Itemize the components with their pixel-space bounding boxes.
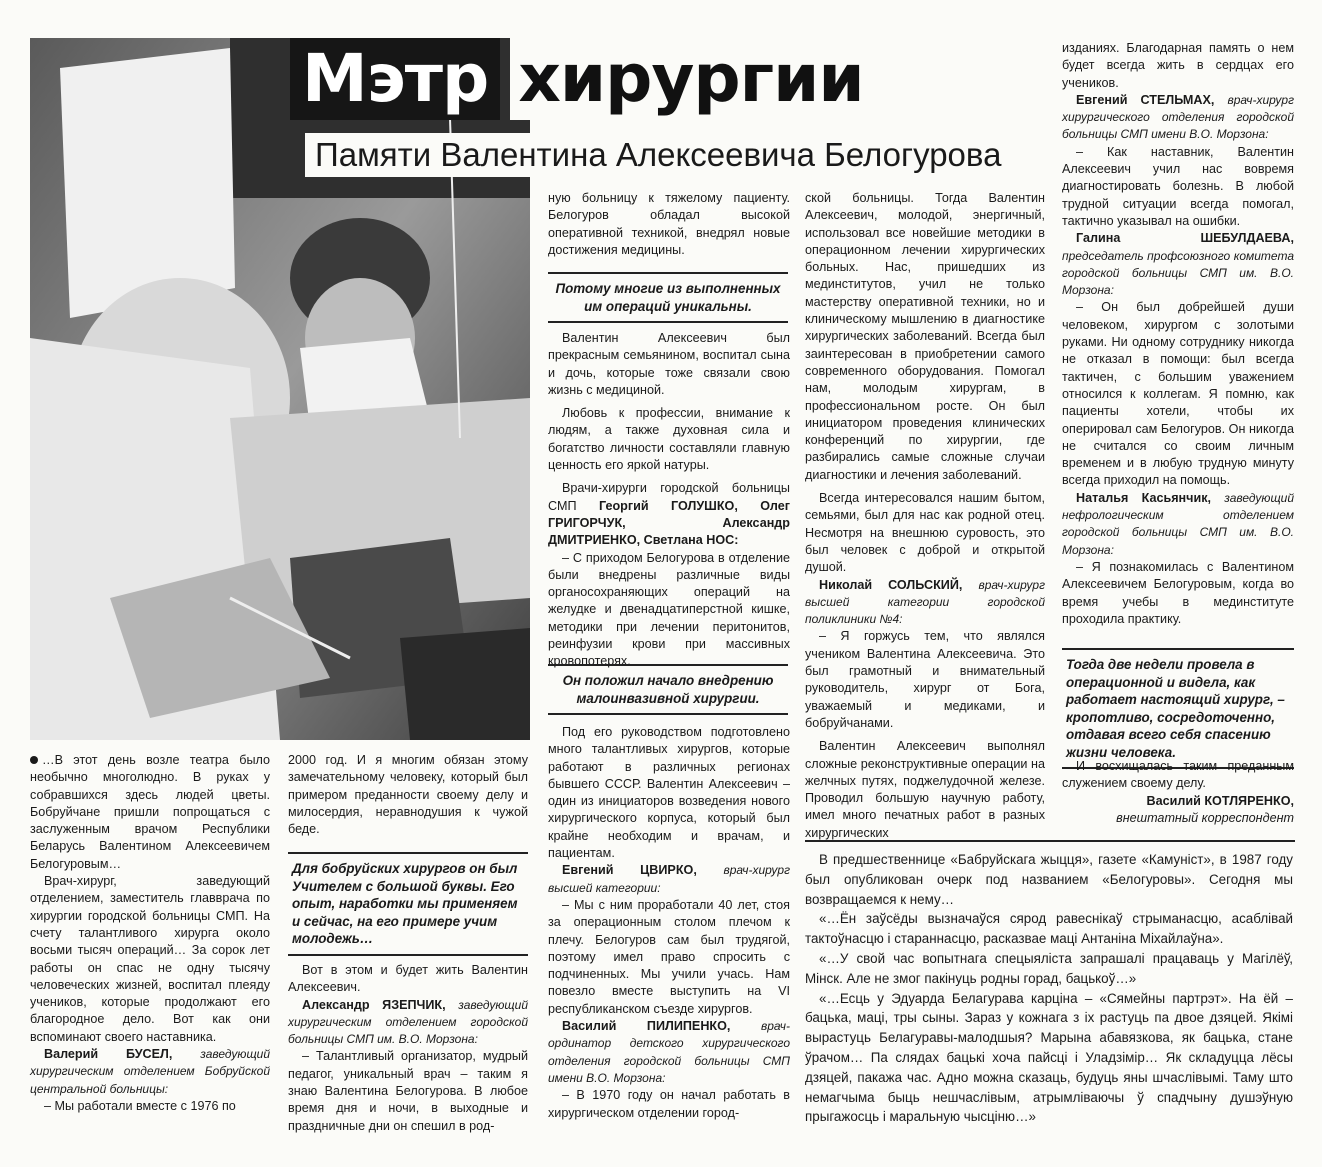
paragraph: Врач-хирург, заведующий отделением, заместитель главврача по хирургии городской больницы СМП. На счету талантливого хирурга около восьми тысяч операций… За сорок лет работы он спас не одну тысячу человеческих жизней, воспитал плеяду учеников, которые продолжают его благородное дело. Вот как они вспоминают своего наставника. — [30, 874, 270, 1044]
author-role: внештатный корреспондент — [1116, 810, 1294, 825]
bullet-icon — [30, 756, 38, 764]
pull-quote-2: Он положил начало внедрению малоинвазивной хирургии. — [548, 664, 788, 715]
paragraph: Вот в этом и будет жить Валентин Алексеевич. — [288, 963, 528, 995]
surgical-cap-shape — [60, 48, 235, 318]
paragraph: Врачи-хирурги городской больницы СМП Георгий ГОЛУШКО, Олег ГРИГОРЧУК, Александр ДМИТРИЕНКО, Светлана НОС: — [548, 481, 790, 548]
paragraph: «…Есць у Эдуарда Белагурава карціна – «Сямейны партрэт». На ёй – бацька, маці, тры сыны. Зараз у кожнага з іх растуць па двое дзяцей. Якімі вырастуць Белагуравы-малодшыя? Марына абавязкова, як бацька, стане ўрачом… Па слядах бацькі хоча пайсці і Уладзімір… Як складуцца лёсы дзяцей, пакажа час. Адно можна сказаць, будуць яны шчаслівымі. Таму што немагчыма быць нешчаслівым, атрымліваючы ў спадчыну душэўную прыгажосць і маральную чысціню…» — [805, 990, 1293, 1125]
pull-quote-1: Потому многие из выполненных им операций уникальны. — [548, 272, 788, 323]
pull-quote-3: Тогда две недели провела в операционной и видела, как работает настоящий хирург, – кропотливо, сосредоточенно, отдавая всего себя спасению жизни человека. — [1062, 648, 1294, 769]
signature: Василий ПИЛИПЕНКО, врач-ординатор детского хирургического отделения городской больницы СМП имени В.О. Морзона: — [548, 1019, 790, 1085]
paragraph: изданиях. Благодарная память о нем будет всегда жить в сердцах его учеников. — [1062, 41, 1294, 90]
quote: – Мы работали вместе с 1976 по — [44, 1098, 236, 1113]
paragraph: И восхищалась таким преданным служением своему делу. — [1062, 759, 1294, 791]
paragraph: «…Ён заўсёды вызначаўся сярод равеснікаў стрыманасцю, асаблівай тактоўнасцю і стараннасцю, расказвае маці Антаніна Міхайлаўна». — [805, 911, 1293, 947]
subheadline: Памяти Валентина Алексеевича Белогурова — [305, 133, 1011, 177]
column-2 — [288, 752, 528, 838]
pull-quote: Для бобруйских хирургов он был Учителем с большой буквы. Его опыт, наработки мы применяем и сейчас, на его примере учим молодежь… — [288, 852, 528, 956]
quote: – С приходом Белогурова в отделение были внедрены различные виды органосохраняющих операций на желудке и двенадцатиперстной кишке, методики при лечении перитонитов, реинфузии крови при массивных кровопотерях. — [548, 550, 790, 669]
author-name: Василий КОТЛЯРЕНКО, — [1146, 793, 1294, 808]
column-5-lower — [1062, 758, 1294, 827]
paragraph: «…У свой час вопытнага спецыяліста запрашалі працаваць у Магілёў, Мінск. Але не змог пакінуць родны горад, бацькоў…» — [805, 950, 1293, 986]
signature: Валерий БУСЕЛ, заведующий хирургическим отделением Бобруйской центральной больницы: — [30, 1047, 271, 1096]
quote: – Мы с ним проработали 40 лет, стоя за операционным столом плечом к плечу. Белогуров сам был трудягой, поэтому имел право спросить с подчиненных. Мы учили учась. Нам повезло вместе выступить на VI республиканском съезде хирургов. — [548, 897, 790, 1016]
signature: Наталья Касьянчик, заведующий нефрологическим отделением городской больницы СМП им. В.О. Морзона: — [1062, 490, 1295, 557]
paragraph: ской больницы. Тогда Валентин Алексеевич, молодой, энергичный, использовал все новейшие методики в операционном лечении хирургических больных. Нас, пришедших из мединститутов, учил не только мастерству оперативной техники, но и клиническому мышлению в диагностике хирургических заболеваний. Всегда был заинтересован в приобретении самого современного оборудования. Помогал нам, молодым хирургам, в профессиональном росте. Он был инициатором проведения клинических конференций по хирургии, где разбирались самые сложные случаи диагностики и лечения заболеваний. — [805, 191, 1045, 482]
signature: Галина ШЕБУЛДАЕВА, председатель профсоюзного комитета городской больницы СМП им. В.О. Морзона: — [1062, 231, 1294, 298]
paragraph: Валентин Алексеевич был прекрасным семьянином, воспитал сына и дочь, которые тоже связали свою жизнь с медициной. — [548, 331, 790, 397]
paragraph: 2000 год. И я многим обязан этому замечательному человеку, который был примером преданности своему делу и милосердия, неравнодушия к чужой беде. — [288, 753, 528, 837]
paragraph: Под его руководством подготовлено много талантливых хирургов, которые работают в различных регионах бывшего СССР. Валентин Алексеевич – один из инициаторов возведения нового хирургического корпуса, который был крайне необходим и врачам, и пациентам. — [548, 725, 790, 861]
quote: – Талантливый организатор, мудрый педагог, уникальный врач – таким я знаю Валентина Белогурова. В любое время дня и ночи, в выходные и праздничные дни он спешил в род- — [288, 1049, 528, 1133]
divider — [805, 840, 1295, 842]
paragraph: Всегда интересовался нашим бытом, семьями, был для нас как родной отец. Несмотря на внешнюю суровость, это был человек с доброй и открытой душой. — [805, 491, 1045, 575]
signature: Евгений СТЕЛЬМАХ, врач-хирург хирургического отделения городской больницы СМП имени В.О. Морзона: — [1062, 92, 1294, 142]
quote: – Как наставник, Валентин Алексеевич учил нас вовремя диагностировать болезнь. В любой трудной ситуации всегда помогал, тактично указывал на ошибки. — [1062, 144, 1294, 228]
signature: Александр ЯЗЕПЧИК, заведующий хирургическим отделением городской больницы СМП им. В.О. Морзона: — [288, 997, 528, 1047]
paragraph: Валентин Алексеевич выполнял сложные реконструктивные операции на желчных путях, поджелудочной железе. Проводил большую научную работу, имел много печатных работ в разных хирургических — [805, 739, 1045, 840]
column-3-mid — [548, 330, 790, 671]
column-4 — [805, 190, 1045, 842]
quote: – Я познакомилась с Валентином Алексеевичем Белогуровым, когда во время учебы в мединституте проходила практику. — [1062, 559, 1294, 626]
paragraph: ную больницу к тяжелому пациенту. Белогуров обладал высокой оперативной техникой, внедрял новые достижения медицины. — [548, 191, 790, 257]
signature: Евгений ЦВИРКО, врач-хирург высшей категории: — [548, 863, 790, 895]
headline-word-2: хирургии — [510, 38, 871, 120]
column-5 — [1062, 40, 1294, 628]
column-1 — [30, 752, 270, 1115]
belarusian-excerpt — [805, 850, 1293, 1127]
paragraph: В предшественнице «Бабруйскага жыцця», газете «Камунiст», в 1987 году был опубликован очерк под названием «Белогуровы». Сегодня мы возвращаемся к нему… — [805, 852, 1293, 907]
paragraph: Любовь к профессии, внимание к людям, а также духовная сила и богатство личности составляли главную ценность его яркой натуры. — [548, 406, 790, 473]
column-2-continued — [288, 962, 528, 1135]
article-intro: …В этот день возле театра было необычно многолюдно. В руках у собравшихся здесь людей цветы. Бобруйчане пришли попрощаться с заслуженным врачом Республики Беларусь Валентином Алексеевичем Белогуровым… — [30, 753, 270, 871]
column-3-lower — [548, 724, 790, 1122]
quote: – Я горжусь тем, что являлся учеником Валентина Алексеевича. Это был грамотный и внимательный руководитель, хирург от Бога, уважаемый и медиками, и бобруйчанами. — [805, 629, 1045, 730]
signature: Николай СОЛЬСКИЙ, врач-хирург высшей категории городской поликлиники №4: — [805, 577, 1045, 627]
column-3 — [548, 190, 790, 259]
quote: – Он был добрейшей души человеком, хирургом с золотыми руками. Ни одному сотруднику никогда не отказал в помощи: был всегда тактичен, с большим уважением относился к коллегам. Я помню, как пациенты хотели, чтобы их оперировал сам Белогуров. Он никогда не считался со своим личным временем и в любую трудную минуту всегда приходил на помощь. — [1062, 300, 1294, 488]
headline — [290, 38, 872, 120]
headline-word-1: Мэтр — [290, 38, 500, 120]
quote: – В 1970 году он начал работать в хирургическом отделении город- — [548, 1088, 790, 1120]
